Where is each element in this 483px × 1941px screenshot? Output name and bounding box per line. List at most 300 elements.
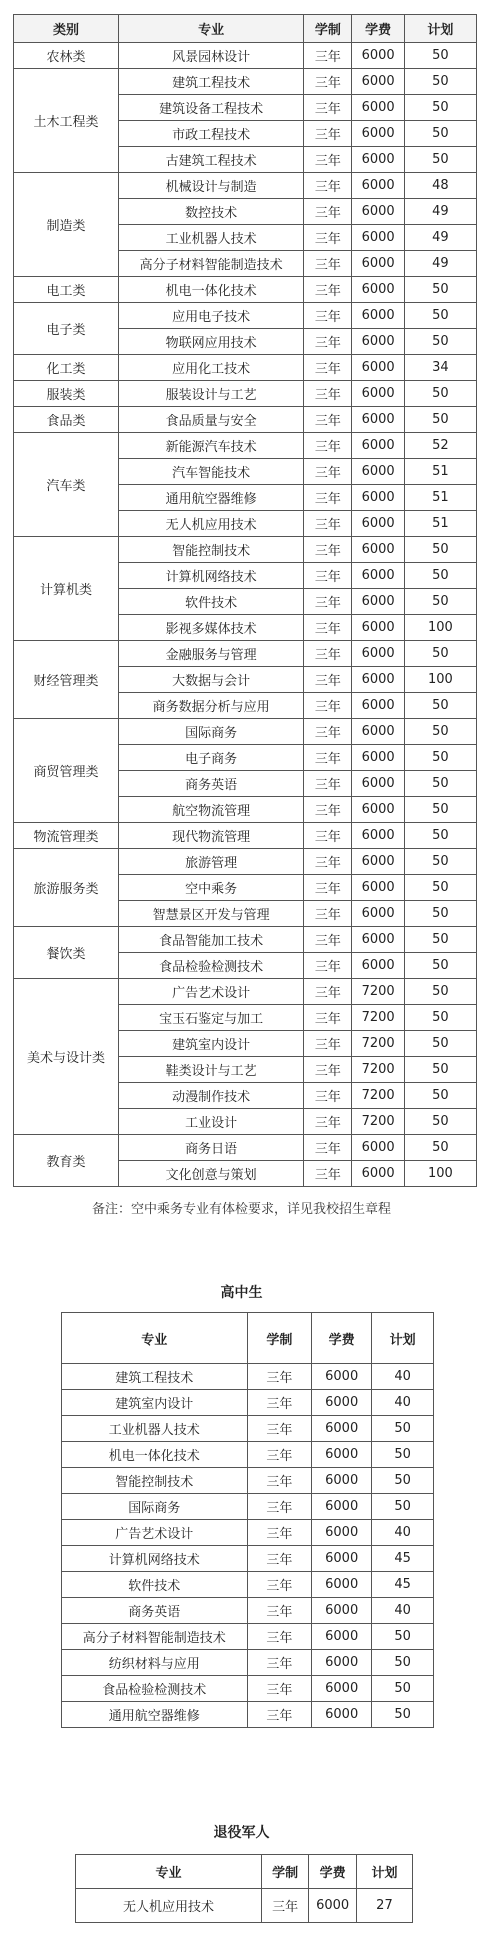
major-cell: 汽车智能技术 [118,459,303,485]
table-row [62,1676,434,1702]
category-cell: 美术与设计类 [14,979,119,1135]
tuition-cell: 6000 [352,901,404,927]
duration-cell: 三年 [304,121,352,147]
duration-cell: 三年 [304,381,352,407]
tuition-cell: 6000 [312,1624,372,1650]
tuition-cell: 6000 [352,1161,404,1187]
category-cell: 电子类 [14,303,119,355]
plan-cell: 100 [404,615,476,641]
plan-cell: 50 [404,771,476,797]
category-cell: 财经管理类 [14,641,119,719]
plan-cell: 50 [404,823,476,849]
table-row [14,823,477,849]
plan-cell: 40 [372,1520,434,1546]
header-major: 专业 [118,15,303,43]
table-row [14,407,477,433]
tuition-cell: 6000 [352,199,404,225]
major-cell: 软件技术 [118,589,303,615]
header-major: 专业 [76,1855,262,1889]
tuition-cell: 6000 [312,1676,372,1702]
tuition-cell: 6000 [312,1650,372,1676]
duration-cell: 三年 [304,1109,352,1135]
plan-cell: 50 [404,901,476,927]
table-row [62,1598,434,1624]
duration-cell: 三年 [304,771,352,797]
plan-cell: 100 [404,1161,476,1187]
tuition-cell: 6000 [352,511,404,537]
plan-cell: 50 [372,1702,434,1728]
major-cell: 智能控制技术 [118,537,303,563]
table-row [62,1520,434,1546]
tuition-cell: 6000 [352,121,404,147]
duration-cell: 三年 [304,797,352,823]
plan-cell: 50 [404,95,476,121]
duration-cell: 三年 [304,147,352,173]
enrollment-plan-table [13,14,477,1187]
tuition-cell: 7200 [352,1109,404,1135]
major-cell: 国际商务 [62,1494,248,1520]
plan-cell: 50 [404,303,476,329]
major-cell: 宝玉石鉴定与加工 [118,1005,303,1031]
duration-cell: 三年 [304,693,352,719]
plan-cell: 50 [404,121,476,147]
category-cell: 土木工程类 [14,69,119,173]
duration-cell: 三年 [304,823,352,849]
major-cell: 纺织材料与应用 [62,1650,248,1676]
duration-cell: 三年 [304,355,352,381]
plan-cell: 50 [404,381,476,407]
tuition-cell: 6000 [352,693,404,719]
plan-cell: 40 [372,1598,434,1624]
major-cell: 国际商务 [118,719,303,745]
header-major: 专业 [62,1313,248,1364]
tuition-cell: 6000 [352,329,404,355]
duration-cell: 三年 [304,849,352,875]
header-tuition: 学费 [352,15,404,43]
plan-cell: 50 [404,277,476,303]
plan-cell: 100 [404,667,476,693]
major-cell: 空中乘务 [118,875,303,901]
plan-cell: 50 [372,1442,434,1468]
plan-cell: 50 [404,953,476,979]
tuition-cell: 6000 [352,173,404,199]
category-cell: 制造类 [14,173,119,277]
duration-cell: 三年 [304,719,352,745]
major-cell: 高分子材料智能制造技术 [118,251,303,277]
tuition-cell: 6000 [352,823,404,849]
table-header-row [76,1855,413,1889]
duration-cell: 三年 [304,43,352,69]
header-plan: 计划 [372,1313,434,1364]
plan-cell: 50 [404,797,476,823]
duration-cell: 三年 [247,1702,312,1728]
plan-cell: 49 [404,199,476,225]
duration-cell: 三年 [247,1546,312,1572]
tuition-cell: 6000 [352,69,404,95]
tuition-cell: 6000 [352,277,404,303]
tuition-cell: 6000 [309,1889,357,1923]
plan-cell: 34 [404,355,476,381]
table-row [14,537,477,563]
table-row [14,433,477,459]
major-cell: 新能源汽车技术 [118,433,303,459]
table-row [14,927,477,953]
plan-cell: 50 [404,979,476,1005]
tuition-cell: 6000 [352,849,404,875]
major-cell: 影视多媒体技术 [118,615,303,641]
major-cell: 建筑工程技术 [118,69,303,95]
tuition-cell: 7200 [352,979,404,1005]
duration-cell: 三年 [304,459,352,485]
tuition-cell: 6000 [312,1442,372,1468]
category-cell: 汽车类 [14,433,119,537]
major-cell: 金融服务与管理 [118,641,303,667]
tuition-cell: 6000 [352,459,404,485]
plan-cell: 50 [404,537,476,563]
major-cell: 建筑室内设计 [62,1390,248,1416]
tuition-cell: 6000 [352,485,404,511]
tuition-cell: 7200 [352,1083,404,1109]
table-row [62,1572,434,1598]
header-duration: 学制 [304,15,352,43]
duration-cell: 三年 [304,173,352,199]
duration-cell: 三年 [247,1364,312,1390]
tuition-cell: 6000 [352,537,404,563]
major-cell: 智慧景区开发与管理 [118,901,303,927]
major-cell: 建筑室内设计 [118,1031,303,1057]
table-header-row [62,1313,434,1364]
table-row [76,1889,413,1923]
major-cell: 动漫制作技术 [118,1083,303,1109]
plan-cell: 45 [372,1572,434,1598]
tuition-cell: 6000 [312,1572,372,1598]
duration-cell: 三年 [304,199,352,225]
major-cell: 食品检验检测技术 [62,1676,248,1702]
duration-cell: 三年 [304,1057,352,1083]
major-cell: 建筑设备工程技术 [118,95,303,121]
plan-cell: 51 [404,459,476,485]
category-cell: 商贸管理类 [14,719,119,823]
major-cell: 无人机应用技术 [118,511,303,537]
header-tuition: 学费 [312,1313,372,1364]
tuition-cell: 6000 [352,1135,404,1161]
category-cell: 服装类 [14,381,119,407]
tuition-cell: 6000 [352,927,404,953]
category-cell: 食品类 [14,407,119,433]
major-cell: 商务英语 [62,1598,248,1624]
duration-cell: 三年 [247,1520,312,1546]
tuition-cell: 6000 [352,251,404,277]
tuition-cell: 6000 [312,1598,372,1624]
plan-cell: 50 [372,1676,434,1702]
major-cell: 现代物流管理 [118,823,303,849]
tuition-cell: 6000 [352,719,404,745]
duration-cell: 三年 [304,901,352,927]
duration-cell: 三年 [304,225,352,251]
major-cell: 物联网应用技术 [118,329,303,355]
category-cell: 旅游服务类 [14,849,119,927]
header-plan: 计划 [356,1855,412,1889]
duration-cell: 三年 [304,1031,352,1057]
duration-cell: 三年 [304,641,352,667]
duration-cell: 三年 [247,1390,312,1416]
table-row [62,1702,434,1728]
major-cell: 机械设计与制造 [118,173,303,199]
table-row [62,1364,434,1390]
tuition-cell: 7200 [352,1057,404,1083]
table-row [62,1390,434,1416]
tuition-cell: 6000 [352,95,404,121]
tuition-cell: 7200 [352,1031,404,1057]
duration-cell: 三年 [247,1676,312,1702]
table-row [62,1468,434,1494]
major-cell: 电子商务 [118,745,303,771]
duration-cell: 三年 [247,1572,312,1598]
header-category: 类别 [14,15,119,43]
duration-cell: 三年 [304,407,352,433]
tuition-cell: 6000 [352,225,404,251]
major-cell: 建筑工程技术 [62,1364,248,1390]
table-row [14,381,477,407]
major-cell: 旅游管理 [118,849,303,875]
plan-cell: 50 [372,1494,434,1520]
duration-cell: 三年 [304,979,352,1005]
tuition-cell: 6000 [352,381,404,407]
tuition-cell: 6000 [312,1390,372,1416]
duration-cell: 三年 [304,537,352,563]
plan-cell: 50 [404,69,476,95]
tuition-cell: 6000 [352,433,404,459]
tuition-cell: 6000 [352,303,404,329]
major-cell: 食品智能加工技术 [118,927,303,953]
table-row [14,1135,477,1161]
table-row [62,1494,434,1520]
major-cell: 通用航空器维修 [118,485,303,511]
table-row [14,979,477,1005]
duration-cell: 三年 [304,303,352,329]
category-cell: 电工类 [14,277,119,303]
tuition-cell: 6000 [352,771,404,797]
plan-cell: 51 [404,485,476,511]
plan-cell: 40 [372,1364,434,1390]
tuition-cell: 6000 [352,745,404,771]
duration-cell: 三年 [262,1889,309,1923]
major-cell: 航空物流管理 [118,797,303,823]
plan-cell: 50 [372,1468,434,1494]
duration-cell: 三年 [304,1005,352,1031]
major-cell: 大数据与会计 [118,667,303,693]
tuition-cell: 6000 [312,1364,372,1390]
plan-cell: 50 [404,1109,476,1135]
major-cell: 商务数据分析与应用 [118,693,303,719]
duration-cell: 三年 [247,1468,312,1494]
tuition-cell: 6000 [352,147,404,173]
header-tuition: 学费 [309,1855,357,1889]
major-cell: 广告艺术设计 [62,1520,248,1546]
plan-cell: 50 [404,927,476,953]
plan-cell: 50 [404,1057,476,1083]
major-cell: 高分子材料智能制造技术 [62,1624,248,1650]
duration-cell: 三年 [247,1624,312,1650]
veterans-table [75,1854,413,1923]
tuition-cell: 6000 [312,1546,372,1572]
plan-cell: 50 [372,1416,434,1442]
tuition-cell: 6000 [352,953,404,979]
major-cell: 食品检验检测技术 [118,953,303,979]
major-cell: 智能控制技术 [62,1468,248,1494]
major-cell: 数控技术 [118,199,303,225]
plan-cell: 50 [404,849,476,875]
major-cell: 工业机器人技术 [62,1416,248,1442]
tuition-cell: 6000 [312,1520,372,1546]
major-cell: 商务日语 [118,1135,303,1161]
major-cell: 风景园林设计 [118,43,303,69]
tuition-cell: 7200 [352,1005,404,1031]
note-text: 备注：空中乘务专业有体检要求，详见我校招生章程 [91,1202,391,1217]
duration-cell: 三年 [247,1650,312,1676]
tuition-cell: 6000 [352,667,404,693]
duration-cell: 三年 [304,1161,352,1187]
major-cell: 应用电子技术 [118,303,303,329]
plan-cell: 49 [404,225,476,251]
plan-cell: 50 [372,1650,434,1676]
duration-cell: 三年 [304,927,352,953]
table-row [14,303,477,329]
plan-cell: 50 [404,147,476,173]
major-cell: 工业设计 [118,1109,303,1135]
plan-cell: 45 [372,1546,434,1572]
duration-cell: 三年 [304,615,352,641]
plan-cell: 50 [404,1135,476,1161]
table-row [62,1546,434,1572]
major-cell: 通用航空器维修 [62,1702,248,1728]
major-cell: 服装设计与工艺 [118,381,303,407]
duration-cell: 三年 [304,277,352,303]
tuition-cell: 6000 [352,563,404,589]
category-cell: 农林类 [14,43,119,69]
duration-cell: 三年 [247,1494,312,1520]
tuition-cell: 6000 [312,1494,372,1520]
plan-cell: 52 [404,433,476,459]
tuition-cell: 6000 [352,355,404,381]
plan-cell: 50 [404,693,476,719]
duration-cell: 三年 [304,433,352,459]
category-cell: 教育类 [14,1135,119,1187]
duration-cell: 三年 [304,1083,352,1109]
plan-cell: 50 [404,563,476,589]
header-plan: 计划 [404,15,476,43]
duration-cell: 三年 [247,1416,312,1442]
duration-cell: 三年 [247,1442,312,1468]
plan-cell: 50 [404,589,476,615]
category-cell: 物流管理类 [14,823,119,849]
major-cell: 工业机器人技术 [118,225,303,251]
major-cell: 市政工程技术 [118,121,303,147]
plan-cell: 50 [404,719,476,745]
tuition-cell: 6000 [352,589,404,615]
tuition-cell: 6000 [352,43,404,69]
tuition-cell: 6000 [352,875,404,901]
major-cell: 鞋类设计与工艺 [118,1057,303,1083]
major-cell: 机电一体化技术 [118,277,303,303]
category-cell: 餐饮类 [14,927,119,979]
plan-cell: 27 [356,1889,412,1923]
duration-cell: 三年 [304,69,352,95]
plan-cell: 51 [404,511,476,537]
table-row [14,355,477,381]
plan-cell: 48 [404,173,476,199]
duration-cell: 三年 [304,589,352,615]
duration-cell: 三年 [304,511,352,537]
plan-cell: 50 [404,329,476,355]
plan-cell: 50 [404,1031,476,1057]
major-cell: 计算机网络技术 [62,1546,248,1572]
tuition-cell: 6000 [352,615,404,641]
plan-cell: 50 [404,1005,476,1031]
duration-cell: 三年 [304,953,352,979]
plan-cell: 50 [404,875,476,901]
major-cell: 食品质量与安全 [118,407,303,433]
tuition-cell: 6000 [312,1468,372,1494]
major-cell: 广告艺术设计 [118,979,303,1005]
table-header-row [14,15,477,43]
tuition-cell: 6000 [352,641,404,667]
plan-cell: 50 [404,641,476,667]
major-cell: 商务英语 [118,771,303,797]
major-cell: 文化创意与策划 [118,1161,303,1187]
table-row [14,641,477,667]
major-cell: 机电一体化技术 [62,1442,248,1468]
highschool-title: 高中生 [220,1285,263,1301]
plan-cell: 50 [372,1624,434,1650]
header-duration: 学制 [247,1313,312,1364]
major-cell: 软件技术 [62,1572,248,1598]
tuition-cell: 6000 [352,797,404,823]
table-row [62,1442,434,1468]
duration-cell: 三年 [247,1598,312,1624]
category-cell: 化工类 [14,355,119,381]
duration-cell: 三年 [304,329,352,355]
highschool-table [61,1312,434,1728]
tuition-cell: 6000 [352,407,404,433]
category-cell: 计算机类 [14,537,119,641]
table-row [14,719,477,745]
duration-cell: 三年 [304,667,352,693]
veterans-title: 退役军人 [213,1825,270,1841]
header-duration: 学制 [262,1855,309,1889]
tuition-cell: 6000 [312,1702,372,1728]
plan-cell: 50 [404,745,476,771]
duration-cell: 三年 [304,485,352,511]
plan-cell: 50 [404,43,476,69]
table-row [62,1650,434,1676]
duration-cell: 三年 [304,95,352,121]
table-row [14,277,477,303]
table-row [14,69,477,95]
plan-cell: 49 [404,251,476,277]
table-row [14,849,477,875]
duration-cell: 三年 [304,875,352,901]
duration-cell: 三年 [304,745,352,771]
duration-cell: 三年 [304,1135,352,1161]
table-row [14,173,477,199]
duration-cell: 三年 [304,563,352,589]
table-row [62,1416,434,1442]
major-cell: 古建筑工程技术 [118,147,303,173]
major-cell: 计算机网络技术 [118,563,303,589]
tuition-cell: 6000 [312,1416,372,1442]
table-row [62,1624,434,1650]
